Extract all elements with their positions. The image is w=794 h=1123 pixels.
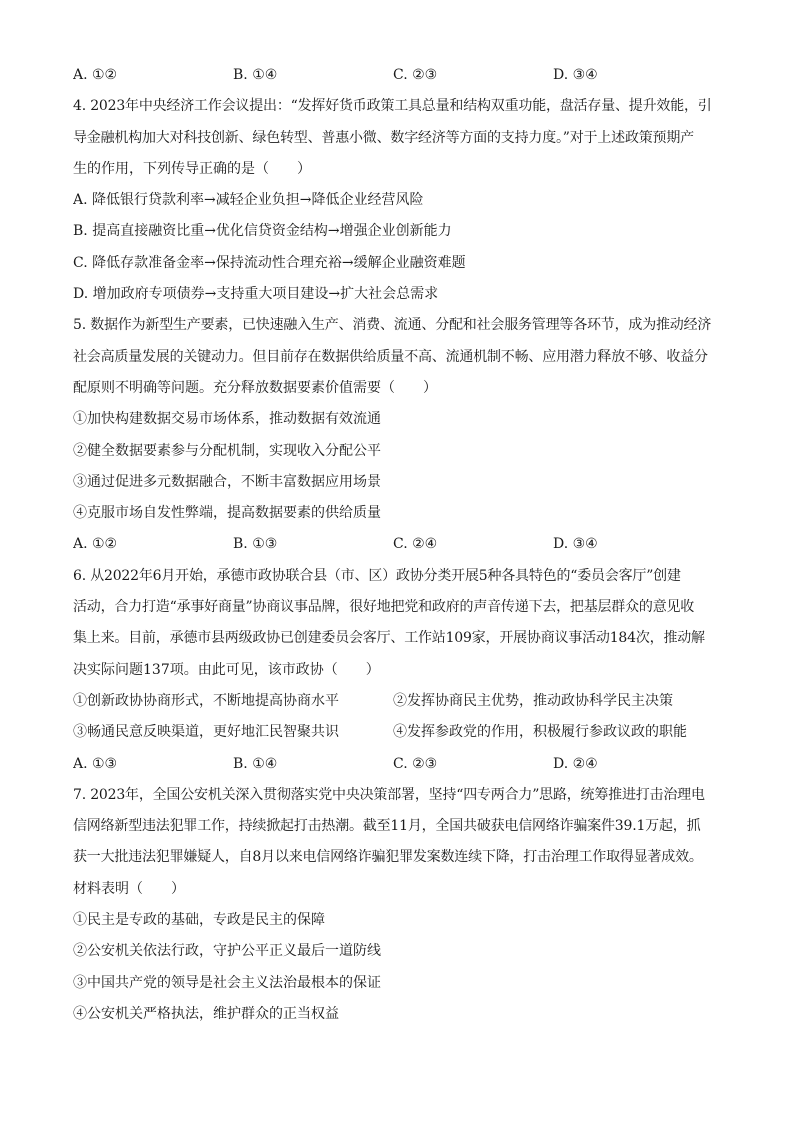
q3-option-c: C. ②③: [393, 67, 438, 83]
q4-stem-line-3: 生的作用，下列传导正确的是（ ）: [73, 160, 311, 177]
q6-statement-1: ①创新政协协商形式，不断地提高协商水平: [73, 692, 339, 709]
question-6: [73, 561, 723, 780]
q7-stem-line-4: 材料表明（ ）: [73, 880, 185, 897]
question-7: [73, 780, 723, 1030]
q6-statement-3: ③畅通民意反映渠道，更好地汇民智聚共识: [73, 724, 339, 741]
q6-stem-line-4: 决实际问题137项。由此可见，该市政协（ ）: [73, 661, 380, 678]
q5-option-c: C. ②④: [393, 536, 438, 553]
q5-option-d: D. ③④: [553, 536, 598, 553]
q6-option-c: C. ②③: [393, 755, 438, 772]
q4-choice-d: D. 增加政府专项债券→支持重大项目建设→扩大社会总需求: [73, 286, 439, 303]
q6-stem-line-2: 活动，合力打造“承事好商量”协商议事品牌，很好地把党和政府的声音传递下去，把基层群众的意见收: [73, 599, 695, 616]
q7-stem-line-2: 信网络新型违法犯罪工作，持续掀起打击热潮。截至11月，全国共破获电信网络诈骗案件39.1万起，抓: [73, 818, 701, 835]
q6-option-d: D. ②④: [553, 755, 598, 772]
question-4: [73, 91, 723, 310]
q6-stem-line-1: 6. 从2022年6月开始，承德市政协联合县（市、区）政协分类开展5种各具特色的“委员会客厅”创建: [73, 567, 681, 584]
q6-statement-4: ④发挥参政党的作用，积极履行参政议政的职能: [393, 724, 687, 741]
q4-choice-a: A. 降低银行贷款利率→减轻企业负担→降低企业经营风险: [73, 192, 424, 209]
q5-option-a: A. ①②: [73, 536, 118, 553]
q6-options: [73, 749, 723, 780]
q5-statement-3: ③通过促进多元数据融合，不断丰富数据应用场景: [73, 473, 381, 490]
q3-option-a: A. ①②: [73, 67, 118, 83]
q4-choice-b: B. 提高直接融资比重→优化信贷资金结构→增强企业创新能力: [73, 223, 452, 240]
exam-page: [73, 60, 723, 1030]
q6-statements-row-1: [73, 686, 723, 717]
q5-stem-line-2: 社会高质量发展的关键动力。但目前存在数据供给质量不高、流通机制不畅、应用潜力释放不够、收益分: [73, 348, 708, 365]
q7-statement-4: ④公安机关严格执法，维护群众的正当权益: [73, 1005, 339, 1022]
q3-option-d: D. ③④: [553, 67, 598, 83]
q7-stem-line-1: 7. 2023年，全国公安机关深入贯彻落实党中央决策部署，坚持“四专两合力”思路，统筹推进打击治理电: [73, 786, 705, 803]
q6-option-a: A. ①③: [73, 755, 118, 772]
q6-statement-2: ②发挥协商民主优势，推动政协科学民主决策: [393, 692, 673, 709]
q5-option-b: B. ①③: [233, 536, 278, 553]
q5-statement-1: ①加快构建数据交易市场体系，推动数据有效流通: [73, 411, 381, 428]
q5-stem-line-1: 5. 数据作为新型生产要素，已快速融入生产、消费、流通、分配和社会服务管理等各环节，成为推动经济: [73, 317, 712, 334]
q6-option-b: B. ①④: [233, 755, 278, 772]
q4-stem-line-1: 4. 2023年中央经济工作会议提出：“发挥好货币政策工具总量和结构双重功能，盘活存量、提升效能，引: [73, 98, 712, 115]
q5-statement-2: ②健全数据要素参与分配机制，实现收入分配公平: [73, 442, 381, 459]
question-5: [73, 310, 723, 560]
q7-statement-3: ③中国共产党的领导是社会主义法治最根本的保证: [73, 974, 381, 991]
q5-options: [73, 529, 723, 560]
q6-statements-row-2: [73, 717, 723, 748]
q5-stem-line-3: 配原则不明确等问题。充分释放数据要素价值需要（ ）: [73, 379, 437, 396]
q4-choice-c: C. 降低存款准备金率→保持流动性合理充裕→缓解企业融资难题: [73, 254, 466, 271]
q7-statement-2: ②公安机关依法行政，守护公平正义最后一道防线: [73, 943, 381, 960]
q7-stem-line-3: 获一大批违法犯罪嫌疑人，自8月以来电信网络诈骗犯罪发案数连续下降，打击治理工作取得显著成效。: [73, 849, 703, 866]
q6-stem-line-3: 集上来。目前，承德市县两级政协已创建委员会客厅、工作站109家，开展协商议事活动184次，推动解: [73, 630, 705, 647]
q3-option-b: B. ①④: [233, 67, 278, 83]
q5-statement-4: ④克服市场自发性弊端，提高数据要素的供给质量: [73, 505, 381, 522]
q4-stem-line-2: 导金融机构加大对科技创新、绿色转型、普惠小微、数字经济等方面的支持力度。”对于上述政策预期产: [73, 129, 694, 146]
q7-statement-1: ①民主是专政的基础，专政是民主的保障: [73, 912, 325, 929]
q3-options: [73, 60, 723, 91]
